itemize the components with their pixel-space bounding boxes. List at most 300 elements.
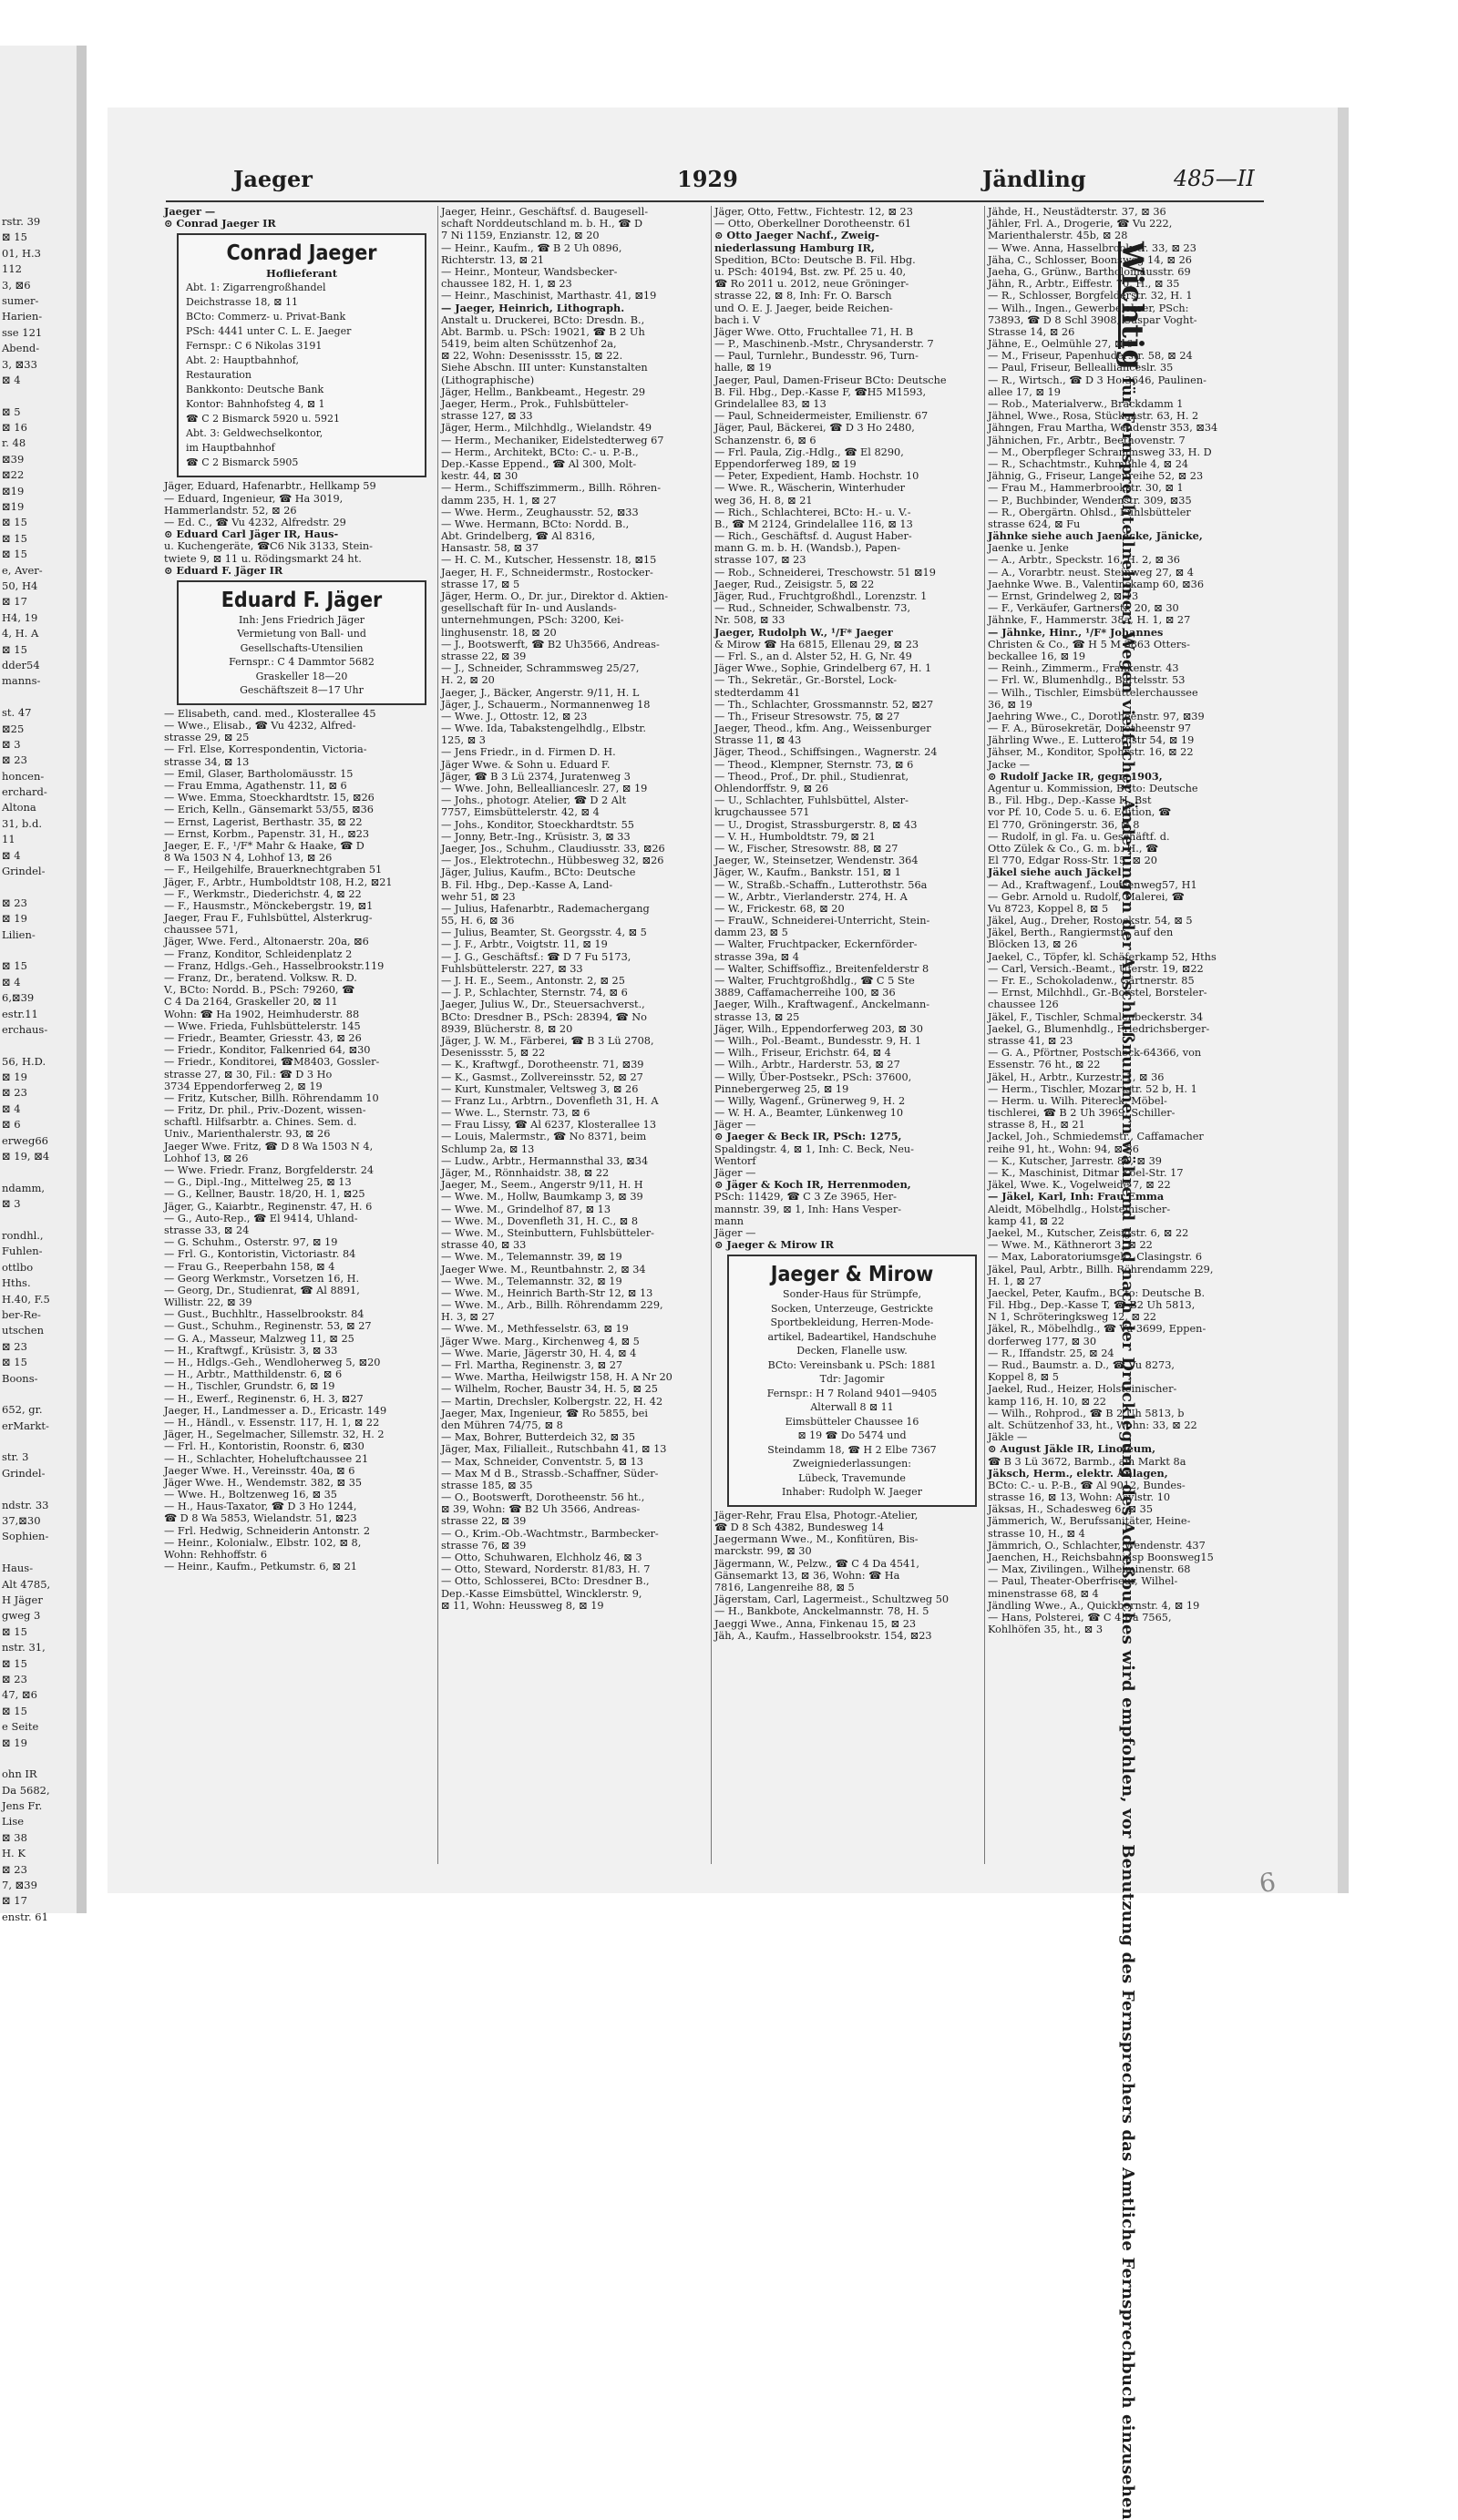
- fragment-line: 3, ⊠6: [2, 278, 31, 292]
- entry-line: beckallee 16, ⊠ 19: [988, 650, 1086, 662]
- entry-line: — U., Drogist, Strassburgerstr. 8, ⊠ 43: [714, 818, 918, 831]
- entry-line: — Otto, Steward, Norderstr. 81/83, H. 7: [441, 1563, 651, 1576]
- entry-line: — Kurt, Kunstmaler, Veltsweg 3, ⊠ 26: [441, 1082, 639, 1095]
- fragment-line: ⊠22: [2, 468, 25, 482]
- advert-line: Eimsbütteler Chaussee 16: [785, 1415, 919, 1428]
- entry-line: vor Pf. 10, Code 5. u. 6. Edition, ☎: [988, 806, 1172, 819]
- entry-line: — Heinr., Kolonialw., Elbstr. 102, ⊠ 8,: [164, 1536, 362, 1549]
- fragment-line: ⊠19: [2, 484, 25, 497]
- page-shadow: [1338, 108, 1349, 1893]
- entry-line: — Friedr., Beamter, Griesstr. 43, ⊠ 26: [164, 1031, 362, 1044]
- advert-line: Bankkonto: Deutsche Bank: [186, 384, 324, 396]
- fragment-line: honcen-: [2, 769, 45, 783]
- entry-line: Wohn: Rehhoffstr. 6: [164, 1549, 268, 1561]
- entry-line: ⊠ 39, Wohn: ☎ B2 Uh 3566, Andreas-: [441, 1503, 641, 1516]
- fragment-line: ⊠ 4: [2, 848, 21, 862]
- entry-line: Jäger, Wilh., Eppendorferweg 203, ⊠ 30: [714, 1022, 923, 1035]
- column-2: [441, 206, 711, 1612]
- entry-line: ⊙ Otto Jaeger Nachf., Zweig-: [714, 229, 879, 242]
- entry-line: Jähnel, Wwe., Rosa, Stückenstr. 63, H. 2: [988, 410, 1199, 423]
- entry-line: Schlump 2a, ⊠ 13: [441, 1142, 535, 1155]
- advert-line: Abt. 2: Hauptbahnhof,: [186, 354, 299, 367]
- advert-line: im Hauptbahnhof: [186, 442, 275, 455]
- fragment-line: rstr. 39: [2, 215, 41, 228]
- entry-line: — H., Hdlgs.-Geh., Wendloherweg 5, ⊠20: [164, 1357, 381, 1368]
- entry-line: — Hans, Polsterei, ☎ C 4 Da 7565,: [988, 1611, 1172, 1624]
- advert-line: Restauration: [186, 369, 252, 382]
- entry-line: Jäger, Hellm., Bankbeamt., Hegestr. 29: [441, 385, 646, 398]
- entry-line: damm 235, H. 1, ⊠ 27: [441, 494, 557, 507]
- entry-line: Eppendorferweg 189, ⊠ 19: [714, 457, 857, 470]
- entry-line: u. PSch: 40194, Bst. zw. Pf. 25 u. 40,: [714, 265, 907, 278]
- entry-line: — Wilh., Pol.-Beamt., Bundesstr. 9, H. 1: [714, 1034, 922, 1047]
- entry-line: Jaeger, Rud., Zeisigstr. 5, ⊠ 22: [714, 578, 875, 590]
- fragment-line: r. 48: [2, 436, 26, 450]
- jaeger-mirow-advert: [727, 1255, 977, 1507]
- entry-line: Jändling Wwe., A., Quickbornstr. 4, ⊠ 19: [988, 1599, 1200, 1612]
- entry-line: Jäger Wwe., Sophie, Grindelberg 67, H. 1: [714, 662, 932, 675]
- entry-line: Jähler, Frl. A., Drogerie, ☎ Vu 222,: [988, 218, 1173, 230]
- entry-line: H. 3, ⊠ 27: [441, 1311, 495, 1324]
- entry-line: — P., Maschinenb.-Mstr., Chrysanderstr. 7: [714, 338, 934, 351]
- entry-line: — Wwe. M., Steinbuttern, Fuhlsbütteler-: [441, 1226, 654, 1239]
- fragment-line: [2, 943, 87, 958]
- entry-line: — Frl. Hedwig, Schneiderin Antonstr. 2: [164, 1524, 371, 1537]
- advert-line: Fernspr.: C 6 Nikolas 3191: [186, 340, 323, 353]
- entry-line: Jäger, F., Arbtr., Humboldtstr 108, H.2, ⊠21: [164, 876, 393, 888]
- fragment-line: [2, 1545, 87, 1561]
- entry-line: — Wwe. M., Dovenfleth 31, H. C., ⊠ 8: [441, 1214, 639, 1227]
- fragment-line: 01, H.3: [2, 246, 41, 260]
- entry-line: Jäger, G., Kaiarbtr., Reginenstr. 47, H. 6: [164, 1200, 373, 1213]
- entry-line: Jäkel, F., Tischler, Schmalenbeckerstr. 34: [988, 1010, 1204, 1023]
- fragment-line: [2, 388, 87, 404]
- entry-line: alt. Schützenhof 33, ht., Wohn: 33, ⊠ 22: [988, 1419, 1197, 1431]
- entry-line: Schanzenstr. 6, ⊠ 6: [714, 434, 816, 446]
- entry-line: — Herm., Tischler, Mozartstr. 52 b, H. 1: [988, 1082, 1197, 1095]
- fragment-line: [2, 1751, 87, 1767]
- entry-line: Jaeger, Theod., kfm. Ang., Weissenburger: [714, 722, 931, 735]
- entry-line: — Rud., Baumstr. a. D., ☎ Vu 8273,: [988, 1359, 1176, 1371]
- entry-line: El 770, Gröningerstr. 36, ⊠ 8: [988, 818, 1140, 831]
- entry-line: — Jaeger, Heinrich, Lithograph.: [441, 301, 625, 314]
- side-notice: [1114, 241, 1150, 2520]
- fragment-line: [2, 879, 87, 895]
- entry-line: strasse 41, ⊠ 23: [988, 1034, 1073, 1047]
- fragment-line: 11: [2, 833, 15, 846]
- advert-line: BCto: Commerz- u. Privat-Bank: [186, 311, 346, 323]
- entry-line: Jäger, Eduard, Hafenarbtr., Hellkamp 59: [164, 480, 376, 493]
- fragment-line: Altona: [2, 801, 36, 814]
- fragment-line: ⊠ 19: [2, 1070, 27, 1084]
- entry-line: Jähnke siehe auch Jaenecke, Jänicke,: [988, 529, 1203, 543]
- entry-line: — Johs., photogr. Atelier, ☎ D 2 Alt: [441, 794, 627, 807]
- entry-line: Jaeckel, Peter, Kaufm., BCto: Deutsche B.: [988, 1286, 1206, 1299]
- entry-line: — Wilh., Rohprod., ☎ B 2 Uh 5813, b: [988, 1407, 1185, 1419]
- fragment-line: ⊠ 15: [2, 230, 27, 244]
- fragment-line: ⊠ 4: [2, 1101, 21, 1115]
- entry-line: — Martin, Drechsler, Kolbergstr. 22, H. 42: [441, 1395, 663, 1408]
- entry-line: — Theod., Klempner, Sternstr. 73, ⊠ 6: [714, 758, 914, 771]
- entry-line: — J. G., Geschäftsf.: ☎ D 7 Fu 5173,: [441, 950, 631, 963]
- entry-line: Jähnig, G., Friseur, Langenreihe 52, ⊠ 23: [988, 470, 1204, 483]
- notice-text: für Fernsprechteilnehmer: Wegen vielfacher Änderungen der Anschlußnummern während und nach der Drucklegung des Adreßbuches wird empfohlen, vor Benutzung des Fernsprechers das Amtliche Fernsprechbuch einzusehen: [1118, 377, 1137, 2520]
- fragment-line: Hths.: [2, 1276, 31, 1290]
- column-1: [164, 206, 434, 1572]
- entry-line: — J., Bootswerft, ☎ B2 Uh3566, Andreas-: [441, 638, 660, 650]
- entry-line: — Theod., Prof., Dr. phil., Studienrat,: [714, 770, 909, 783]
- entry-line: — Wwe. J., Ottostr. 12, ⊠ 23: [441, 710, 588, 722]
- fragment-line: Grindel-: [2, 865, 46, 878]
- entry-line: — Wwe., Elisab., ☎ Vu 4232, Alfred-: [164, 720, 356, 732]
- advert-line: Fernspr.: H 7 Roland 9401—9405: [766, 1387, 938, 1399]
- entry-line: 73893, ☎ D 8 Schl 3908, Caspar Voght-: [988, 313, 1197, 326]
- fragment-line: ohn IR: [2, 1767, 37, 1781]
- entry-line: B. Fil. Hbg., Dep.-Kasse A, Land-: [441, 878, 613, 891]
- entry-line: — Gebr. Arnold u. Rudolf, Malerei, ☎: [988, 890, 1185, 903]
- entry-line: den Mühren 74/75, ⊠ 8: [441, 1419, 563, 1431]
- entry-line: — F., Verkäufer, Gartnerstr. 20, ⊠ 30: [988, 602, 1179, 615]
- entry-line: Marienthalerstr. 45b, ⊠ 28: [988, 230, 1128, 242]
- entry-line: Desenissstr. 5, ⊠ 22: [441, 1047, 546, 1060]
- entry-line: — Ed. C., ☎ Vu 4232, Alfredstr. 29: [164, 516, 346, 528]
- entry-line: Strasse 11, ⊠ 43: [714, 734, 802, 747]
- entry-line: damm 23, ⊠ 5: [714, 927, 788, 939]
- entry-line: — Frau G., Reeperbahn 158, ⊠ 4: [164, 1260, 335, 1273]
- entry-line: B. Fil. Hbg., Dep.-Kasse F, ☎H5 M1593,: [714, 385, 927, 398]
- entry-line: — Heinr., Kaufm., ☎ B 2 Uh 0896,: [441, 241, 622, 254]
- entry-line: PSch: 11429, ☎ C 3 Ze 3965, Her-: [714, 1191, 897, 1204]
- entry-line: — H., Tischler, Grundstr. 6, ⊠ 19: [164, 1380, 335, 1393]
- entry-line: — Julius, Beamter, St. Georgsstr. 4, ⊠ 5: [441, 927, 647, 939]
- entry-line: — H., Bankbote, Anckelmannstr. 78, H. 5: [714, 1605, 929, 1618]
- entry-line: Spaldingstr. 4, ⊠ 1, Inh: C. Beck, Neu-: [714, 1142, 914, 1155]
- page-number: 485—II: [1174, 166, 1255, 191]
- entry-line: — Wwe. M., Telemannstr. 32, ⊠ 19: [441, 1275, 622, 1287]
- fragment-line: ⊠ 15: [2, 1624, 27, 1638]
- entry-line: strasse 27, ⊠ 30, Fil.: ☎ D 3 Ho: [164, 1068, 333, 1081]
- entry-line: strasse 624, ⊠ Fu: [988, 517, 1081, 530]
- entry-line: strasse 22, ⊠ 39: [441, 1515, 527, 1528]
- entry-line: chaussee 126: [988, 999, 1059, 1011]
- entry-line: — U., Schlachter, Fuhlsbüttel, Alster-: [714, 794, 909, 807]
- fragment-line: dder54: [2, 658, 40, 671]
- entry-line: Jäha, C., Schlosser, Boonsweg 14, ⊠ 26: [988, 253, 1192, 266]
- entry-line: niederlassung Hamburg IR,: [714, 241, 875, 254]
- fragment-line: nstr. 31,: [2, 1641, 46, 1654]
- entry-line: Hansastr. 58, ⊠ 37: [441, 542, 539, 555]
- entry-line: — Gust., Schuhm., Reginenstr. 53, ⊠ 27: [164, 1320, 372, 1333]
- fragment-line: Sophien-: [2, 1530, 49, 1543]
- entry-line: B., ☎ M 2124, Grindelallee 116, ⊠ 13: [714, 517, 913, 530]
- entry-line: — Georg, Dr., Studienrat, ☎ Al 8891,: [164, 1284, 360, 1296]
- advert-line: Gesellschafts-Utensilien: [240, 641, 364, 654]
- entry-line: — H. C. M., Kutscher, Hessenstr. 18, ⊠15: [441, 554, 657, 567]
- fragment-line: st. 47: [2, 706, 32, 720]
- entry-line: Jäger, M., Rönnhaidstr. 38, ⊠ 22: [441, 1167, 610, 1179]
- entry-line: — Ad., Kraftwagenf., Louisenweg57, H1: [988, 878, 1197, 891]
- entry-line: — Walter, Fruchtgroßhdlg., ☎ C 5 Ste: [714, 975, 915, 987]
- fragment-line: [2, 1038, 87, 1053]
- entry-line: Jaeger, W., Steinsetzer, Wendenstr. 364: [714, 855, 919, 867]
- entry-line: Jaeger, Julius W., Dr., Steuersachverst.,: [441, 999, 645, 1011]
- eduard-jaeger-advert: [177, 580, 426, 705]
- entry-line: Jaeha, G., Grünw., Bartholomäusstr. 69: [988, 265, 1191, 278]
- fragment-line: erchard-: [2, 785, 47, 799]
- entry-line: Jäger Wwe. Marg., Kirchenweg 4, ⊠ 5: [441, 1335, 640, 1347]
- fragment-line: 6,⊠39: [2, 991, 35, 1005]
- entry-line: Jäger Wwe. Otto, Fruchtallee 71, H. B: [714, 325, 914, 338]
- entry-line: Agentur u. Kommission, BCto: Deutsche: [988, 783, 1198, 794]
- entry-line: twiete 9, ⊠ 11 u. Rödingsmarkt 24 ht.: [164, 552, 362, 565]
- fragment-line: Abend-: [2, 342, 40, 355]
- fragment-line: H. K: [2, 1847, 26, 1860]
- fragment-line: ⊠ 4: [2, 975, 21, 989]
- entry-line: Otto Zülek & Co., G. m. b. H., ☎: [988, 842, 1159, 855]
- fragment-line: gweg 3: [2, 1609, 41, 1623]
- fragment-line: 7, ⊠39: [2, 1879, 37, 1892]
- fragment-line: sse 121: [2, 325, 43, 339]
- entry-line: u. Kuchengeräte, ☎C6 Nik 3133, Stein-: [164, 540, 373, 553]
- entry-line: strasse 22, ⊠ 8, Inh: Fr. O. Barsch: [714, 290, 892, 302]
- entry-line: — Frl. Paula, Zig.-Hdlg., ☎ El 8290,: [714, 446, 904, 458]
- entry-line: Jäkel, H., Arbtr., Kurzestr. 1, ⊠ 36: [988, 1070, 1165, 1083]
- fragment-line: Harien-: [2, 310, 43, 323]
- entry-line: — R., Schlosser, Borgfelderstr. 32, H. 1: [988, 290, 1193, 302]
- advert-line: PSch: 4441 unter C. L. E. Jaeger: [186, 325, 352, 338]
- fragment-line: ⊠ 23: [2, 896, 27, 909]
- fragment-line: [2, 1434, 87, 1450]
- entry-line: Jäger, ☎ B 3 Lü 2374, Juratenweg 3: [441, 770, 631, 783]
- entry-line: BCto: C.- u. P.-B., ☎ Al 9012, Bundes-: [988, 1479, 1186, 1491]
- fragment-line: ⊠ 19: [2, 1736, 27, 1749]
- entry-line: — Franz, Dr., beratend. Volksw. R. D.: [164, 972, 357, 984]
- entry-line: 8 Wa 1503 N 4, Lohhof 13, ⊠ 26: [164, 852, 333, 865]
- entry-line: strasse 76, ⊠ 39: [441, 1539, 527, 1552]
- entry-line: mannstr. 39, ⊠ 1, Inh: Hans Vesper-: [714, 1203, 902, 1215]
- entry-line: — Wwe. Herm., Zeughausstr. 52, ⊠33: [441, 506, 639, 518]
- advert-line: Abt. 1: Zigarrengroßhandel: [186, 282, 326, 294]
- entry-line: marckstr. 99, ⊠ 30: [714, 1545, 812, 1558]
- entry-line: Jaenchen, H., Reichsbahninsp Boonsweg15: [988, 1552, 1214, 1563]
- fragment-line: ⊠ 6: [2, 1118, 21, 1132]
- entry-line: Jaeger, Rudolph W., ¹/F* Jaeger: [714, 625, 893, 639]
- entry-line: — M., Friseur, Papenhuderstr. 58, ⊠ 24: [988, 350, 1193, 363]
- fragment-line: ⊠ 15: [2, 548, 27, 561]
- entry-line: — W. H. A., Beamter, Lünkenweg 10: [714, 1107, 904, 1120]
- entry-line: — R., Iffandstr. 25, ⊠ 24: [988, 1347, 1114, 1359]
- fragment-line: ⊠ 3: [2, 1197, 21, 1211]
- advert-line: Geschäftszeit 8—17 Uhr: [240, 684, 364, 697]
- entry-line: — Wilhelm, Rocher, Baustr 34, H. 5, ⊠ 25: [441, 1383, 658, 1396]
- fragment-line: ⊠ 4: [2, 373, 21, 386]
- entry-line: strasse 33, ⊠ 24: [164, 1224, 250, 1236]
- entry-line: linghusenstr. 18, ⊠ 20: [441, 626, 557, 639]
- entry-line: Fuhlsbüttelerstr. 227, ⊠ 33: [441, 962, 583, 975]
- entry-line: Jaeger, H. F., Schneidermstr., Rostocker-: [441, 566, 653, 579]
- entry-line: Jäger, Paul, Bäckerei, ☎ D 3 Ho 2480,: [714, 422, 915, 435]
- entry-line: schaftl. Hilfsarbtr. a. Chines. Sem. d.: [164, 1116, 357, 1129]
- entry-line: ⊙ Eduard F. Jäger IR: [164, 563, 283, 577]
- entry-line: Jaeggi Wwe., Anna, Finkenau 15, ⊠ 23: [714, 1617, 917, 1630]
- fragment-line: Alt 4785,: [2, 1577, 51, 1591]
- entry-line: — Frl. G., Kontoristin, Victoriastr. 84: [164, 1248, 356, 1261]
- entry-line: — F., Hausmstr., Mönckebergstr. 19, ⊠1: [164, 899, 374, 912]
- entry-line: Abt. Barmb. u. PSch: 19021, ☎ B 2 Uh: [441, 325, 645, 338]
- entry-line: — W., Fischer, Stresowstr. 88, ⊠ 27: [714, 842, 898, 855]
- entry-line: — Ernst, Korbm., Papenstr. 31, H., ⊠23: [164, 827, 370, 840]
- entry-line: ⊠ 22, Wohn: Desenissstr. 15, ⊠ 22.: [441, 350, 623, 363]
- entry-line: — W., Straßb.-Schaffn., Lutterothstr. 56a: [714, 878, 928, 891]
- entry-line: Fil. Hbg., Dep.-Kasse T, ☎ B2 Uh 5813,: [988, 1299, 1196, 1312]
- advert-line: ⊠ 19 ☎ Do 5474 und: [797, 1429, 907, 1442]
- fragment-line: utschen: [2, 1324, 44, 1337]
- fragment-line: ⊠ 3: [2, 737, 21, 751]
- entry-line: Wentorf: [714, 1154, 756, 1167]
- entry-line: — Rudolf, in gl. Fa. u. Geschäftf. d.: [988, 830, 1170, 843]
- entry-line: reihe 91, ht., Wohn: 94, ⊠ 36: [988, 1142, 1139, 1155]
- entry-line: — Wwe. M., Telemannstr. 39, ⊠ 19: [441, 1251, 622, 1264]
- fragment-line: ⊠ 15: [2, 1656, 27, 1670]
- entry-line: Jaeger, Herm., Prok., Fuhlsbütteler-: [441, 398, 629, 410]
- entry-line: — G. Schuhm., Osterstr. 97, ⊠ 19: [164, 1236, 338, 1249]
- fragment-line: ⊠ 38: [2, 1830, 27, 1844]
- entry-line: — Erich, Kelln., Gänsemarkt 53/55, ⊠36: [164, 804, 374, 816]
- entry-line: — Ernst, Milchhdl., Gr.-Borstel, Borsteler-: [988, 987, 1207, 999]
- entry-line: — Jähnke, Hinr., ¹/F* Johannes: [988, 625, 1164, 639]
- entry-line: bach i. V: [714, 313, 761, 326]
- advert-line: ☎ C 2 Bismarck 5920 u. 5921: [186, 413, 340, 425]
- fragment-line: Boons-: [2, 1371, 38, 1385]
- entry-line: & Mirow ☎ Ha 6815, Ellenau 29, ⊠ 23: [714, 638, 919, 650]
- entry-line: chaussee 571,: [164, 924, 239, 937]
- entry-line: Jaeger —: [164, 205, 216, 218]
- entry-line: Jägermann, W., Pelzw., ☎ C 4 Da 4541,: [714, 1557, 920, 1570]
- advert-line: Inhaber: Rudolph W. Jaeger: [782, 1486, 922, 1499]
- entry-line: — Wwe. Emma, Stoeckhardtstr. 15, ⊠26: [164, 792, 375, 804]
- entry-line: — Herm., Schiffszimmerm., Billh. Röhren-: [441, 482, 662, 495]
- entry-line: Jäger, Wwe. Ferd., Altonaerstr. 20a, ⊠6: [164, 936, 369, 948]
- entry-line: Jaekel, Rud., Heizer, Holsteinischer-: [988, 1383, 1177, 1396]
- header-year: 1929: [677, 166, 738, 192]
- entry-line: Jähnke, F., Hammerstr. 38a, H. 1, ⊠ 27: [988, 614, 1191, 627]
- entry-line: Jährling Wwe., E. Lutterothstr 54, ⊠ 19: [988, 734, 1195, 747]
- entry-line: — Heinr., Monteur, Wandsbecker-: [441, 265, 618, 278]
- advert-line: Fernspr.: C 4 Dammtor 5682: [229, 656, 375, 669]
- advert-name: Eduard F. Jäger: [221, 588, 383, 612]
- entry-line: Jaenke u. Jenke: [988, 542, 1069, 555]
- entry-line: — Rich., Geschäftsf. d. August Haber-: [714, 530, 912, 543]
- entry-line: — Max, Schneider, Conventstr. 5, ⊠ 13: [441, 1455, 643, 1468]
- entry-line: 36, ⊠ 19: [988, 698, 1032, 711]
- entry-line: Jähnichen, Fr., Arbtr., Beethovenstr. 7: [988, 434, 1186, 446]
- entry-line: strasse 10, H., ⊠ 4: [988, 1527, 1085, 1540]
- entry-line: strasse 39a, ⊠ 4: [714, 950, 799, 963]
- entry-line: Strasse 14, ⊠ 26: [988, 325, 1075, 338]
- entry-line: mann: [714, 1214, 744, 1227]
- entry-line: strasse 127, ⊠ 33: [441, 410, 533, 423]
- entry-line: Jaeger, Frau F., Fuhlsbüttel, Alsterkrug-: [164, 912, 373, 925]
- entry-line: Nr. 508, ⊠ 33: [714, 614, 785, 627]
- entry-line: Gänsemarkt 13, ⊠ 36, Wohn: ☎ Ha: [714, 1569, 900, 1582]
- entry-line: — Rich., Schlachterei, BCto: H.- u. V.-: [714, 506, 911, 518]
- entry-line: — Frl. Martha, Reginenstr. 3, ⊠ 27: [441, 1359, 623, 1371]
- entry-line: Jäger Wwe. H., Wendemstr. 382, ⊠ 35: [164, 1476, 363, 1489]
- entry-line: — G. A., Masseur, Malzweg 11, ⊠ 25: [164, 1332, 354, 1345]
- fragment-line: 47, ⊠6: [2, 1688, 37, 1702]
- entry-line: — Th., Friseur Stresowstr. 75, ⊠ 27: [714, 710, 900, 722]
- entry-line: — Frau Lissy, ☎ Al 6237, Klosterallee 13: [441, 1119, 657, 1132]
- fragment-line: ⊠ 15: [2, 516, 27, 529]
- entry-line: ⊙ Jaeger & Beck IR, PSch: 1275,: [714, 1130, 902, 1143]
- entry-line: — Wilh., Arbtr., Harderstr. 53, ⊠ 27: [714, 1059, 900, 1071]
- entry-line: — R., Obergärtn. Ohlsd., Fuhlsbütteler: [988, 506, 1191, 518]
- entry-line: strasse 8, H., ⊠ 21: [988, 1119, 1085, 1132]
- entry-line: Jähde, H., Neustädterstr. 37, ⊠ 36: [988, 206, 1166, 218]
- entry-line: Jäger, J. W. M., Färberei, ☎ B 3 Lü 2708,: [441, 1034, 654, 1047]
- entry-line: strasse 34, ⊠ 13: [164, 755, 250, 768]
- entry-line: — F., Werkmstr., Diederichstr. 4, ⊠ 22: [164, 887, 362, 900]
- fragment-line: ⊠39: [2, 452, 25, 466]
- fragment-line: ndstr. 33: [2, 1498, 49, 1511]
- entry-line: — J. P., Schlachter, Sternstr. 74, ⊠ 6: [441, 987, 628, 999]
- entry-line: Jäkel, R., Möbelhdlg., ☎ Vu 3699, Eppen-: [988, 1323, 1206, 1336]
- advert-name: Conrad Jaeger: [226, 241, 377, 266]
- entry-line: Aleidt, Möbelhdlg., Holsteinischer-: [988, 1203, 1171, 1215]
- entry-line: kamp 116, H. 10, ⊠ 22: [988, 1395, 1106, 1408]
- column-separator: [984, 206, 985, 1864]
- entry-line: Jäger Wwe. & Sohn u. Eduard F.: [441, 758, 611, 771]
- entry-line: kamp 41, ⊠ 22: [988, 1214, 1065, 1227]
- entry-line: C 4 Da 2164, Graskeller 20, ⊠ 11: [164, 996, 338, 1009]
- fragment-line: enstr. 61: [2, 1910, 48, 1923]
- fragment-line: ⊠ 17: [2, 1894, 27, 1908]
- fragment-line: ⊠ 19, ⊠4: [2, 1150, 50, 1163]
- entry-line: — G., Auto-Rep., ☎ El 9414, Uhland-: [164, 1212, 358, 1224]
- entry-line: — K., Kraftwgf., Dorotheenstr. 71, ⊠39: [441, 1059, 644, 1071]
- entry-line: — G., Kellner, Baustr. 18/20, H. 1, ⊠25: [164, 1188, 365, 1201]
- entry-line: N 1, Schröteringksweg 12, ⊠ 22: [988, 1311, 1156, 1324]
- fragment-line: 50, H4: [2, 579, 38, 592]
- advert-name: Jaeger & Mirow: [770, 1263, 934, 1287]
- entry-line: 8939, Blücherstr. 8, ⊠ 20: [441, 1022, 573, 1035]
- entry-line: — Jens Friedr., in d. Firmen D. H.: [441, 746, 616, 759]
- fragment-line: erweg66: [2, 1133, 48, 1147]
- entry-line: — Georg Werkmstr., Vorsetzen 16, H.: [164, 1272, 360, 1285]
- entry-line: — Reinh., Zimmerm., Frankenstr. 43: [988, 662, 1179, 675]
- entry-line: — H., Haus-Taxator, ☎ D 3 Ho 1244,: [164, 1501, 357, 1513]
- entry-line: — Gust., Buchhltr., Hasselbrookstr. 84: [164, 1308, 364, 1321]
- entry-line: tischlerei, ☎ B 2 Uh 3969, Schiller-: [988, 1107, 1176, 1120]
- advert-line: Abt. 3: Geldwechselkontor,: [186, 427, 323, 440]
- fragment-line: 652, gr.: [2, 1403, 43, 1417]
- entry-line: schaft Norddeutschland m. b. H., ☎ D: [441, 218, 642, 230]
- entry-line: Jaekel, M., Kutscher, Zeisigstr. 6, ⊠ 22: [988, 1226, 1189, 1239]
- entry-line: unternehmungen, PSch: 3200, Kei-: [441, 614, 624, 627]
- entry-line: Ohlendorffstr. 9, ⊠ 26: [714, 783, 829, 794]
- entry-line: Dep.-Kasse Eppend., ☎ Al 300, Molt-: [441, 457, 637, 470]
- entry-line: — Rob., Materialverw., Brackdamm 1: [988, 398, 1184, 410]
- entry-line: Jäger, Julius, Kaufm., BCto: Deutsche: [441, 866, 636, 879]
- entry-line: — P., Buchbinder, Wendenstr. 309, ⊠35: [988, 494, 1192, 507]
- entry-line: Jacke —: [988, 758, 1031, 771]
- entry-line: Jähn, R., Arbtr., Eiffestr. 70, H., ⊠ 35: [988, 278, 1180, 291]
- entry-line: Blöcken 13, ⊠ 26: [988, 938, 1078, 951]
- entry-line: — K., Kutscher, Jarrestr. 86, ⊠ 39: [988, 1154, 1162, 1167]
- entry-line: — W., Arbtr., Vierlanderstr. 274, H. A: [714, 890, 908, 903]
- entry-line: — Elisabeth, cand. med., Klosterallee 45: [164, 707, 376, 720]
- fragment-line: 3, ⊠33: [2, 357, 37, 371]
